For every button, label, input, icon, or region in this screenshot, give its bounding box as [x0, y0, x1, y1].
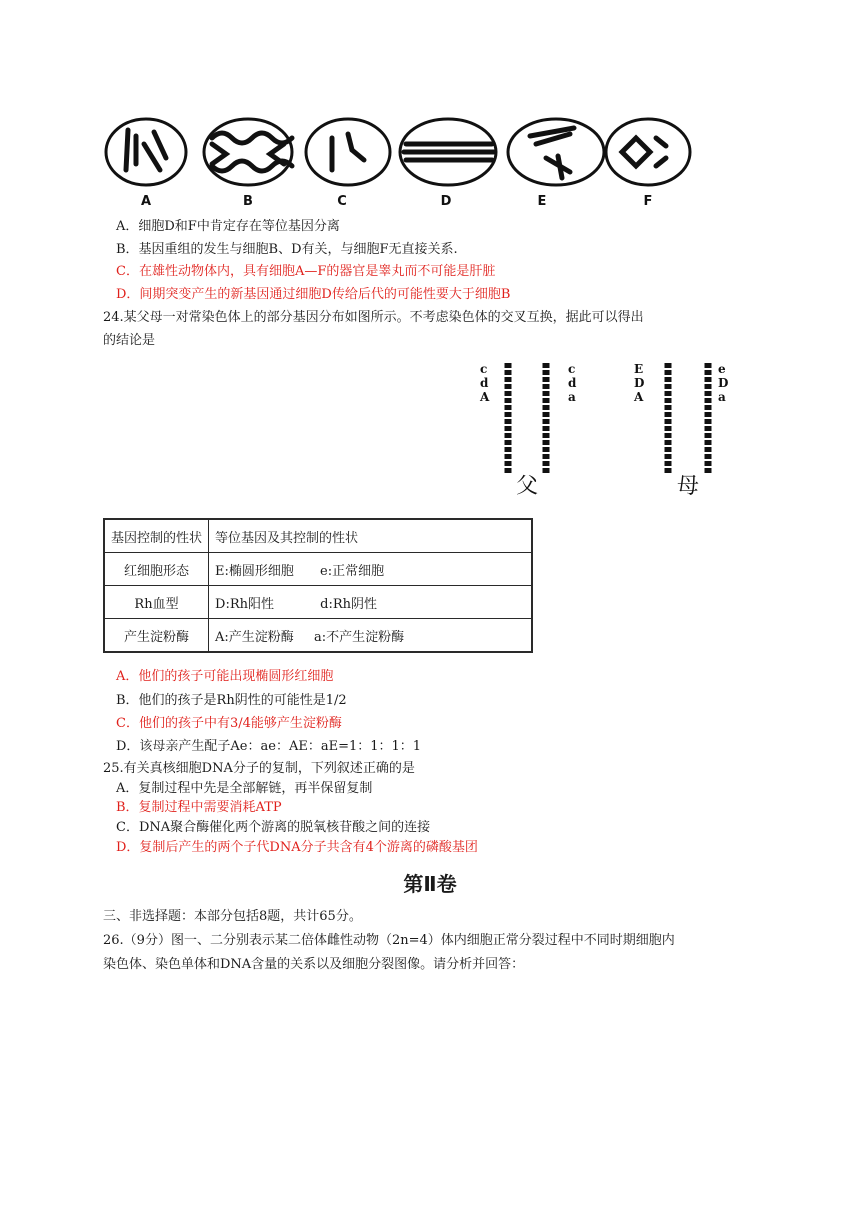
mother-right-gene-1: e: [718, 362, 726, 376]
q25-option-c: C．DNA聚合酶催化两个游离的脱氧核苷酸之间的连接: [116, 820, 431, 835]
father-right-gene-1: c: [568, 362, 576, 376]
cell-label-b: B: [243, 194, 253, 208]
table-cell-text: a:不产生淀粉酶: [313, 629, 405, 645]
table-cell: [209, 553, 533, 586]
q23-option-d: D．间期突变产生的新基因通过细胞D传给后代的可能性要大于细胞B: [116, 287, 511, 302]
father-left-gene-2: d: [480, 376, 489, 390]
q23-option-c: C．在雄性动物体内，具有细胞A—F的器官是睾丸而不可能是肝脏: [116, 264, 496, 279]
cell-division-figure: [100, 108, 700, 208]
q24-stem-line1: 24.某父母一对常染色体上的部分基因分布如图所示。不考虑染色体的交叉互换，据此可以得出: [103, 310, 644, 325]
q23-option-b: B．基因重组的发生与细胞B、D有关，与细胞F无直接关系.: [116, 242, 458, 257]
table-cell-text: D:Rh阳性: [215, 596, 274, 612]
table-cell: Rh血型: [104, 586, 209, 619]
mother-right-gene-3: a: [718, 390, 726, 404]
table-row: [104, 553, 532, 586]
cell-label-c: C: [337, 194, 347, 208]
table-cell-text: d:Rh阴性: [320, 596, 377, 612]
q25-option-d: D．复制后产生的两个子代DNA分子共含有4个游离的磷酸基团: [116, 840, 478, 855]
section-intro: 三、非选择题：本部分包括8题，共计65分。: [103, 909, 362, 924]
trait-table: [103, 518, 533, 653]
mother-left-gene-3: A: [634, 390, 644, 404]
q23-option-a: A．细胞D和F中肯定存在等位基因分离: [116, 219, 340, 234]
q24-option-b: B．他们的孩子是Rh阴性的可能性是1/2: [116, 693, 347, 708]
father-right-gene-3: a: [568, 390, 576, 404]
table-cell: [209, 586, 533, 619]
table-cell: 产生淀粉酶: [104, 619, 209, 653]
father-label: 父: [515, 474, 539, 495]
mother-left-gene-2: D: [634, 376, 645, 390]
q26-stem-line2: 染色体、染色单体和DNA含量的关系以及细胞分裂图像。请分析并回答：: [103, 957, 525, 972]
q25-stem: 25.有关真核细胞DNA分子的复制，下列叙述正确的是: [103, 761, 415, 776]
q26-stem-line1: 26.（9分）图一、二分别表示某二倍体雌性动物（2n=4）体内细胞正常分裂过程中不同时期细胞内: [103, 933, 675, 948]
mother-right-gene-2: D: [718, 376, 729, 390]
q24-stem-line2: 的结论是: [103, 333, 156, 348]
chromosome-figure: [470, 355, 760, 495]
q24-option-c: C．他们的孩子中有3/4能够产生淀粉酶: [116, 716, 342, 731]
mother-left-gene-1: E: [634, 362, 644, 376]
q25-option-b: B．复制过程中需要消耗ATP: [116, 800, 282, 815]
cell-label-d: D: [440, 194, 452, 208]
q24-option-d: D．该母亲产生配子Ae：ae：AE：aE=1：1：1：1: [116, 739, 422, 754]
q24-option-a: A．他们的孩子可能出现椭圆形红细胞: [116, 669, 334, 684]
cell-label-e: E: [537, 194, 547, 208]
table-cell-text: e:正常细胞: [320, 563, 385, 579]
table-row: [104, 619, 532, 653]
q25-option-a: A．复制过程中先是全部解链，再半保留复制: [116, 781, 373, 796]
table-row: [104, 586, 532, 619]
father-right-gene-2: d: [568, 376, 577, 390]
table-cell-text: A:产生淀粉酶: [215, 629, 294, 645]
cell-label-a: A: [140, 194, 152, 208]
table-header-cell: 等位基因及其控制的性状: [209, 519, 533, 553]
table-cell: [209, 619, 533, 653]
father-left-gene-1: c: [480, 362, 488, 376]
table-header-cell: 基因控制的性状: [104, 519, 209, 553]
table-cell: 红细胞形态: [104, 553, 209, 586]
section-title: 第Ⅱ卷: [403, 872, 457, 896]
cell-label-f: F: [643, 194, 653, 208]
table-cell-text: E:椭圆形细胞: [215, 563, 294, 579]
father-left-gene-3: A: [480, 390, 490, 404]
mother-label: 母: [676, 474, 700, 495]
table-row: [104, 519, 532, 553]
